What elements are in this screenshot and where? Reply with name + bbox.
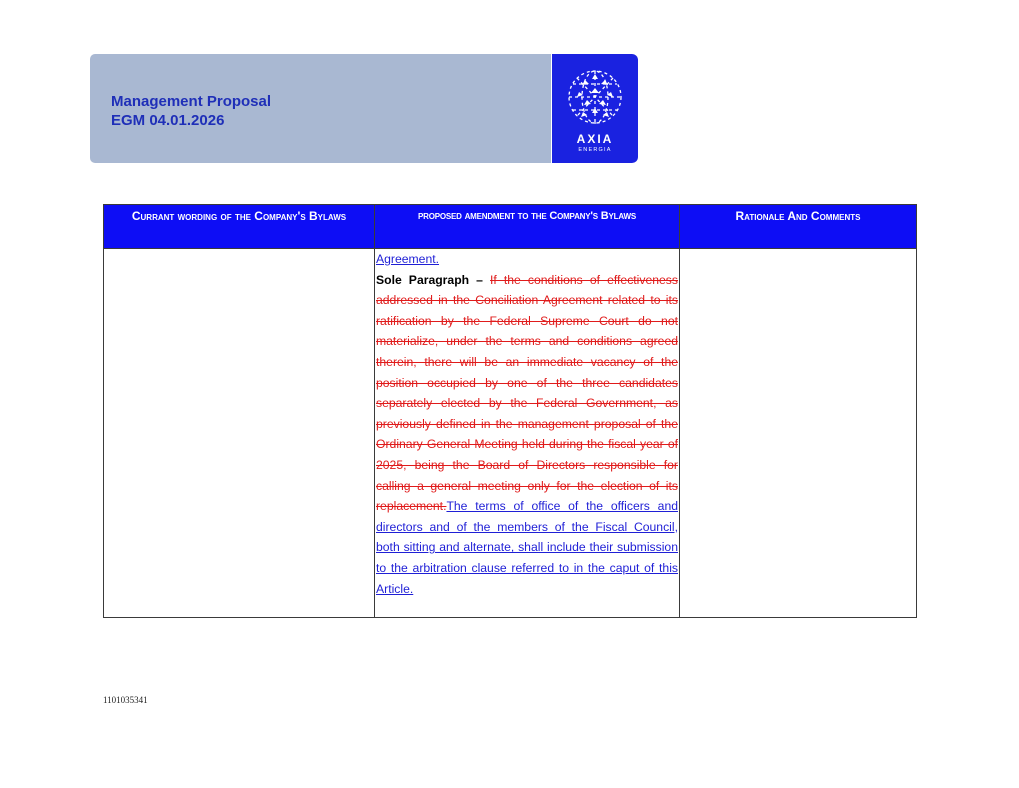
header-rationale: Rationale And Comments <box>680 205 917 249</box>
current-wording-cell <box>104 249 375 618</box>
company-logo <box>552 54 638 163</box>
globe-icon <box>567 68 623 126</box>
rationale-cell <box>680 249 917 618</box>
deleted-text: If the conditions of effectiveness addressed in the Conciliation Agreement related to its ratification by the Federal Supreme Court do not materialize, under the terms and conditions agreed therein, there will be an immediate vacancy of the position occupied by one of the three candidates separately elected by the Federal Government, as previously defined in the management proposal of the Ordinary General Meeting held during the fiscal year of 2025, being the Board of Directors responsible for calling a general meeting only for the election of its replacement. <box>376 272 678 514</box>
proposed-amendment-text <box>375 249 679 599</box>
title-line-2: EGM 04.01.2026 <box>111 112 225 129</box>
table-header-row <box>104 205 917 249</box>
inserted-text: The terms of office of the officers and directors and of the members of the Fiscal Council, both sitting and alternate, shall include their submission to the arbitration clause referred to in the caput of this Article. <box>376 499 678 596</box>
header-proposed-amendment: proposed amendment to the Company's Bylaws <box>375 205 680 249</box>
inserted-text-lead: Agreement. <box>376 252 440 266</box>
document-title <box>111 92 271 130</box>
sole-paragraph-label: Sole Paragraph – <box>376 272 483 287</box>
logo-subtitle: ENERGIA <box>578 147 612 153</box>
title-line-1: Management Proposal <box>111 93 272 110</box>
header-current-wording: Currant wording of the Company's Bylaws <box>104 205 375 249</box>
document-code: 1101035341 <box>103 695 148 705</box>
header-banner <box>90 54 551 163</box>
table-row <box>104 249 917 618</box>
logo-wordmark: AXIA <box>576 132 614 146</box>
bylaws-comparison-table <box>103 204 917 618</box>
proposed-amendment-cell <box>375 249 680 618</box>
